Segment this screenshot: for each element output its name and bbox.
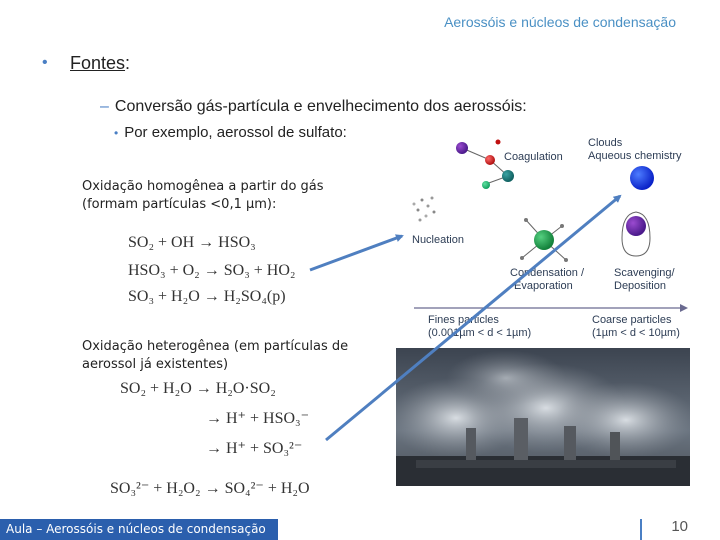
arrow-to-nucleation [310,236,402,270]
page-number: 10 [671,518,688,535]
footer-text: Aula – Aerossóis e núcleos de condensação [6,522,266,536]
label-fines: Fines particles [428,314,499,326]
equation-homogeneous-1: SO₂ + OH → HSO₃ [128,234,256,251]
page-number-divider [640,519,642,540]
equation-homogeneous-3: SO₃ + H₂O → H₂SO₄(p) [128,288,286,305]
dash-marker: – [100,98,109,115]
bullet-marker: • [42,54,48,71]
homogeneous-oxidation-text: Oxidação homogênea a partir do gás (formam partículas <0,1 µm): [82,179,324,212]
equation-heterogeneous-2: → H⁺ + HSO₃⁻ [206,410,310,427]
label-clouds: Clouds [588,137,623,149]
label-coagulation: Coagulation [504,151,563,163]
header-title: Aerossóis e núcleos de condensação [444,14,676,30]
equation-heterogeneous-3: → H⁺ + SO₃²⁻ [206,440,303,457]
equation-heterogeneous-4: SO₃²⁻ + H₂O₂ → SO₄²⁻ + H₂O [110,480,310,497]
label-deposition: Deposition [614,280,666,292]
heterogeneous-oxidation-text: Oxidação heterogênea (em partículas de aerossol já existentes) [82,339,349,372]
label-condensation: Condensation / [510,267,584,279]
label-coarse-range: (1µm < d < 10µm) [592,327,680,339]
equation-heterogeneous-1: SO₂ + H₂O → H₂O·SO₂ [120,380,276,397]
arrow-to-clouds [326,196,620,440]
label-nucleation: Nucleation [412,234,464,246]
label-coarse: Coarse particles [592,314,672,326]
sub-bullet-example-text: Por exemplo, aerossol de sulfato: [124,124,347,141]
sub-bullet-conversion-text: Conversão gás-partícula e envelhecimento dos aerossóis: [114,98,527,115]
label-fines-range: (0.001µm < d < 1µm) [428,327,532,339]
fontes-colon: : [125,53,131,73]
label-scavenging: Scavenging/ [614,267,675,279]
dot-marker: • [114,126,119,140]
label-aqueous-chemistry: Aqueous chemistry [588,150,682,162]
fontes-label: Fontes [70,53,126,73]
equation-homogeneous-2: HSO₃ + O₂ → SO₃ + HO₂ [128,262,296,279]
label-evaporation: Evaporation [514,280,573,292]
